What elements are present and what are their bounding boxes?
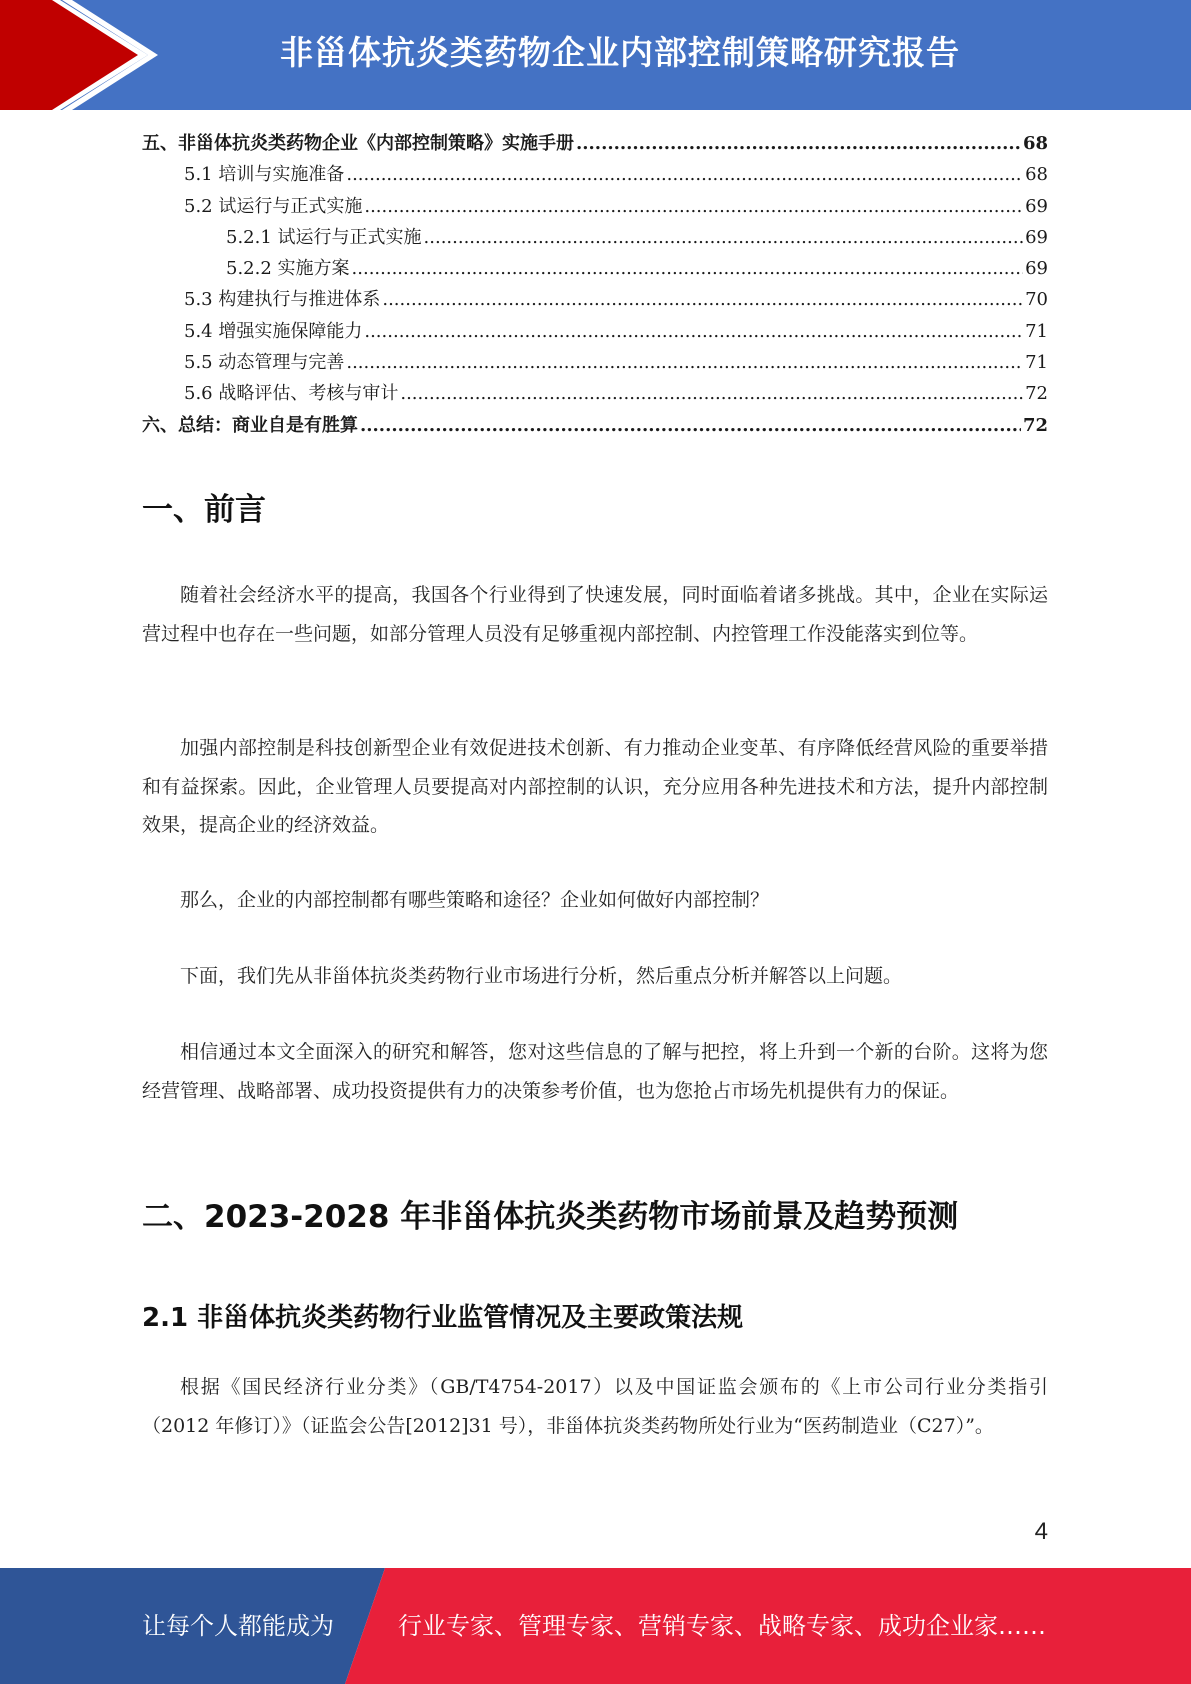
- paragraph: 下面，我们先从非甾体抗炎类药物行业市场进行分析，然后重点分析并解答以上问题。: [180, 965, 903, 987]
- toc-entry[interactable]: [142, 284, 1048, 315]
- toc-entry-title: 5.2.2 实施方案: [226, 258, 350, 280]
- toc-entry-page: 69: [1025, 195, 1048, 217]
- toc-entry-title: 5.2.1 试运行与正式实施: [226, 226, 422, 248]
- toc-entry[interactable]: [142, 222, 1048, 253]
- toc-entry-page: 69: [1025, 258, 1048, 280]
- toc-entry[interactable]: [142, 128, 1048, 159]
- toc-leader-dots: [364, 316, 1023, 347]
- paragraph: 根据《国民经济行业分类》（GB/T4754-2017）以及中国证监会颁布的《上市公司行业分类指引（2012 年修订）》（证监会公告[2012]31 号），非甾体抗炎类药物所处行业为“医药制造业（C27）”。: [142, 1376, 1048, 1437]
- toc-entry-page: 71: [1025, 320, 1048, 342]
- toc-entry-page: 72: [1022, 414, 1048, 436]
- footer-slogan-left: 让每个人都能成为: [142, 1612, 334, 1640]
- page-footer: [0, 1568, 1191, 1684]
- footer-slogan-right: 行业专家、管理专家、营销专家、战略专家、成功企业家……: [398, 1612, 1046, 1640]
- subsection-heading-regulation: 2.1 非甾体抗炎类药物行业监管情况及主要政策法规: [142, 1303, 744, 1333]
- toc-entry-title: 5.1 培训与实施准备: [184, 164, 345, 186]
- toc-leader-dots: [576, 128, 1021, 159]
- page-header: [0, 0, 1191, 110]
- toc-leader-dots: [352, 253, 1024, 284]
- toc-leader-dots: [382, 284, 1023, 315]
- report-title: 非甾体抗炎类药物企业内部控制策略研究报告: [280, 33, 960, 72]
- toc-entry-title: 六、总结：商业自是有胜算: [142, 414, 358, 436]
- paragraph: 相信通过本文全面深入的研究和解答，您对这些信息的了解与把控，将上升到一个新的台阶。这将为您经营管理、战略部署、成功投资提供有力的决策参考价值，也为您抢占市场先机提供有力的保证。: [142, 1041, 1048, 1102]
- toc-entry[interactable]: [142, 410, 1048, 441]
- toc-leader-dots: [346, 347, 1023, 378]
- toc-entry-page: 72: [1025, 383, 1048, 405]
- section-heading-preface: 一、前言: [142, 492, 266, 528]
- table-of-contents: [142, 128, 1048, 441]
- toc-entry-title: 5.3 构建执行与推进体系: [184, 289, 381, 311]
- toc-leader-dots: [360, 410, 1021, 441]
- header-arrow-decoration: [0, 0, 160, 110]
- toc-leader-dots: [346, 159, 1023, 190]
- toc-entry-title: 5.2 试运行与正式实施: [184, 195, 363, 217]
- toc-entry[interactable]: [142, 191, 1048, 222]
- toc-entry-page: 68: [1025, 164, 1048, 186]
- paragraph: 加强内部控制是科技创新型企业有效促进技术创新、有力推动企业变革、有序降低经营风险的重要举措和有益探索。因此，企业管理人员要提高对内部控制的认识，充分应用各种先进技术和方法，提升内部控制效果，提高企业的经济效益。: [142, 737, 1048, 836]
- toc-entry-page: 68: [1022, 133, 1048, 154]
- toc-entry-title: 五、非甾体抗炎类药物企业《内部控制策略》实施手册: [142, 133, 574, 154]
- toc-entry[interactable]: [142, 253, 1048, 284]
- section-heading-market-forecast: 二、2023-2028 年非甾体抗炎类药物市场前景及趋势预测: [142, 1199, 959, 1235]
- toc-entry-page: 69: [1025, 226, 1048, 248]
- paragraph: 那么，企业的内部控制都有哪些策略和途径？企业如何做好内部控制？: [180, 889, 770, 911]
- toc-entry-title: 5.6 战略评估、考核与审计: [184, 383, 399, 405]
- toc-entry-title: 5.5 动态管理与完善: [184, 352, 345, 374]
- toc-entry[interactable]: [142, 378, 1048, 409]
- toc-leader-dots: [400, 378, 1023, 409]
- toc-leader-dots: [424, 222, 1024, 253]
- toc-entry-page: 70: [1025, 289, 1048, 311]
- toc-entry-title: 5.4 增强实施保障能力: [184, 320, 363, 342]
- page-number: 4: [1034, 1518, 1048, 1545]
- toc-entry[interactable]: [142, 316, 1048, 347]
- toc-entry-page: 71: [1025, 352, 1048, 374]
- toc-entry[interactable]: [142, 347, 1048, 378]
- paragraph: 随着社会经济水平的提高，我国各个行业得到了快速发展，同时面临着诸多挑战。其中，企业在实际运营过程中也存在一些问题，如部分管理人员没有足够重视内部控制、内控管理工作没能落实到位等。: [142, 584, 1048, 645]
- toc-entry[interactable]: [142, 159, 1048, 190]
- toc-leader-dots: [364, 191, 1023, 222]
